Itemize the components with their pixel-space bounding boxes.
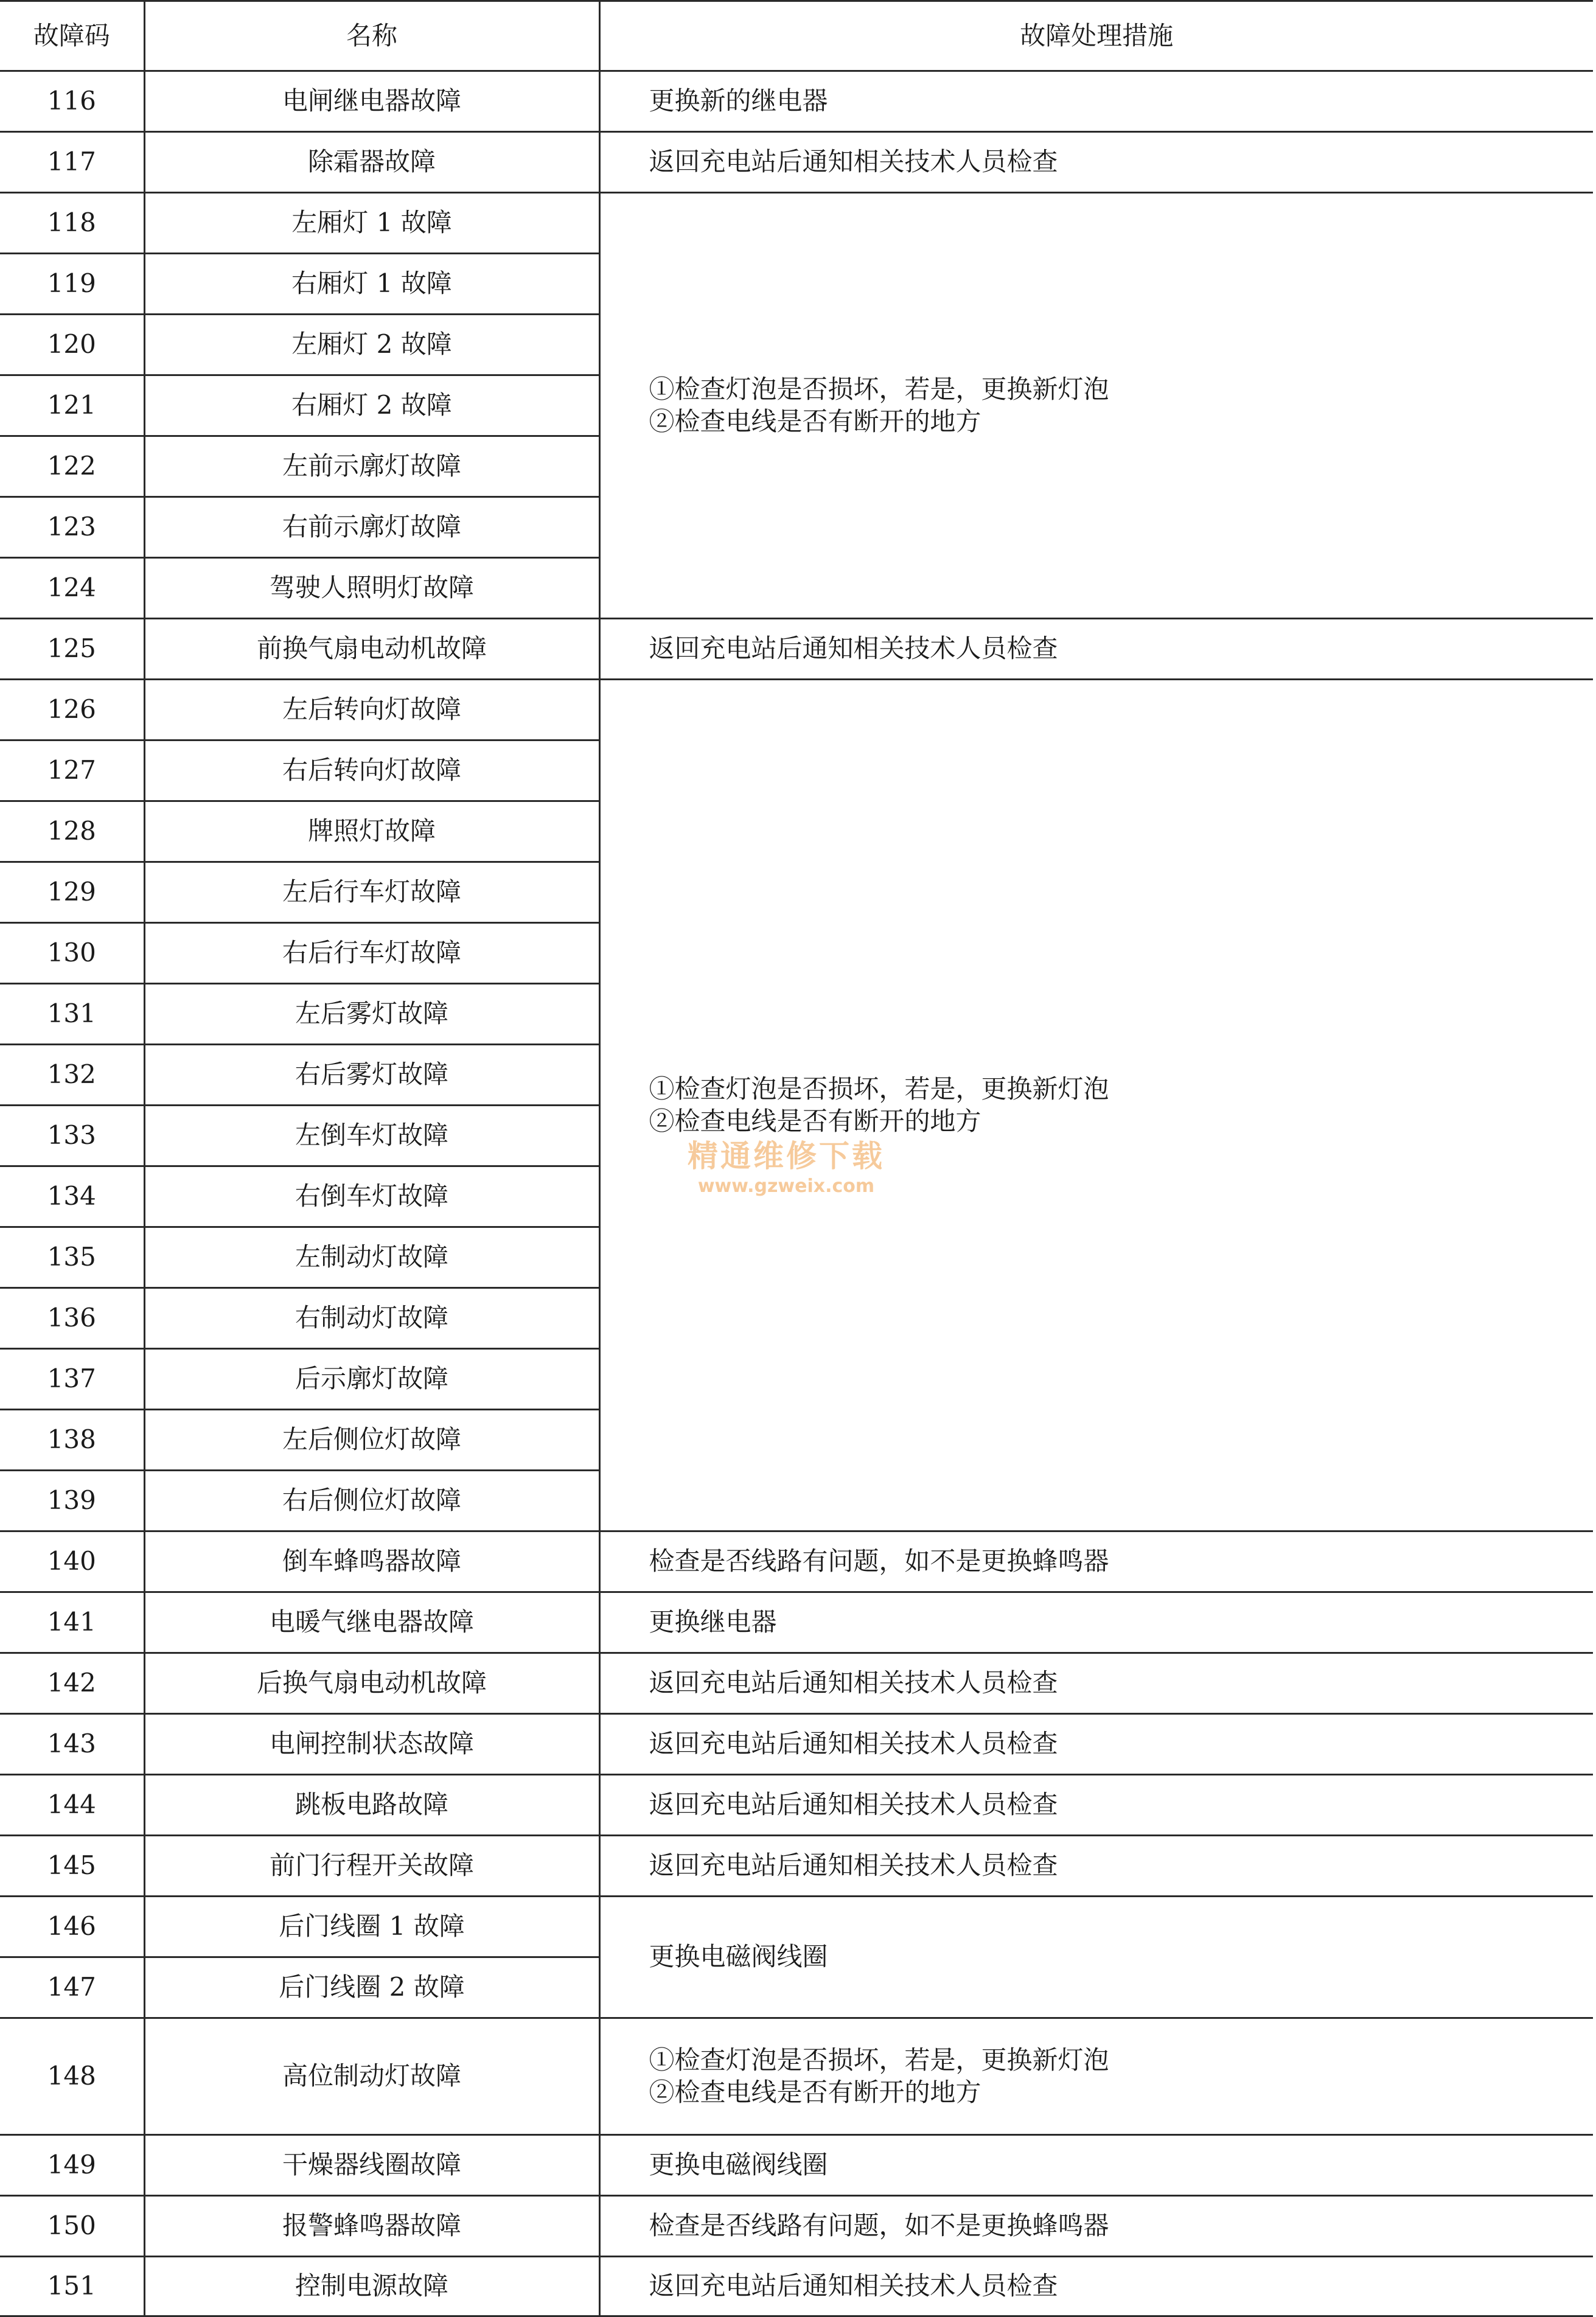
fault-code: 142 (0, 1653, 144, 1714)
fault-code: 147 (0, 1957, 144, 2018)
fault-code: 140 (0, 1531, 144, 1592)
table-row (0, 71, 1593, 132)
fault-code: 137 (0, 1349, 144, 1410)
fault-name: 前门行程开关故障 (144, 1836, 599, 1897)
fault-code: 150 (0, 2196, 144, 2257)
fault-code: 120 (0, 315, 144, 375)
table-row (0, 193, 1593, 254)
fault-name: 控制电源故障 (144, 2257, 599, 2316)
fault-code: 116 (0, 71, 144, 132)
fault-code: 134 (0, 1166, 144, 1227)
fault-code: 130 (0, 923, 144, 984)
fault-action: 返回充电站后通知相关技术人员检查 (599, 132, 1593, 193)
fault-code: 124 (0, 558, 144, 619)
fault-action: 更换继电器 (599, 1592, 1593, 1653)
table-row (0, 2018, 1593, 2135)
fault-code: 128 (0, 801, 144, 862)
fault-code: 135 (0, 1227, 144, 1288)
table-row (0, 132, 1593, 193)
fault-name: 右厢灯 1 故障 (144, 254, 599, 315)
fault-action: 更换新的继电器 (599, 71, 1593, 132)
fault-name: 左制动灯故障 (144, 1227, 599, 1288)
fault-name: 右前示廓灯故障 (144, 497, 599, 558)
fault-name: 后示廓灯故障 (144, 1349, 599, 1410)
table-row (0, 1897, 1593, 1957)
fault-name: 干燥器线圈故障 (144, 2135, 599, 2196)
fault-name: 驾驶人照明灯故障 (144, 558, 599, 619)
fault-code: 141 (0, 1592, 144, 1653)
fault-name: 右制动灯故障 (144, 1288, 599, 1349)
watermark-text: 精通维修下载 (688, 1138, 885, 1174)
fault-name: 后门线圈 2 故障 (144, 1957, 599, 2018)
fault-code: 131 (0, 984, 144, 1045)
fault-name: 前换气扇电动机故障 (144, 619, 599, 680)
table-row (0, 2257, 1593, 2316)
fault-name: 高位制动灯故障 (144, 2018, 599, 2135)
fault-name: 左后行车灯故障 (144, 862, 599, 923)
fault-code: 139 (0, 1471, 144, 1531)
fault-action: ①检查灯泡是否损坏，若是，更换新灯泡 ②检查电线是否有断开的地方 (599, 193, 1593, 619)
fault-code: 143 (0, 1714, 144, 1775)
fault-code: 127 (0, 740, 144, 801)
fault-code: 129 (0, 862, 144, 923)
fault-code: 149 (0, 2135, 144, 2196)
fault-code: 123 (0, 497, 144, 558)
fault-name: 右倒车灯故障 (144, 1166, 599, 1227)
fault-name: 后门线圈 1 故障 (144, 1897, 599, 1957)
fault-action: 返回充电站后通知相关技术人员检查 (599, 1653, 1593, 1714)
fault-name: 左前示廓灯故障 (144, 436, 599, 497)
fault-name: 电暖气继电器故障 (144, 1592, 599, 1653)
table-row (0, 1592, 1593, 1653)
fault-code: 132 (0, 1045, 144, 1106)
fault-action: 返回充电站后通知相关技术人员检查 (599, 2257, 1593, 2316)
fault-code: 118 (0, 193, 144, 254)
fault-name: 报警蜂鸣器故障 (144, 2196, 599, 2257)
fault-code: 144 (0, 1775, 144, 1836)
fault-name: 除霜器故障 (144, 132, 599, 193)
fault-name: 左后雾灯故障 (144, 984, 599, 1045)
fault-code: 146 (0, 1897, 144, 1957)
header-name: 名称 (144, 1, 599, 71)
fault-name: 左厢灯 2 故障 (144, 315, 599, 375)
fault-name: 跳板电路故障 (144, 1775, 599, 1836)
table-row (0, 1775, 1593, 1836)
fault-name: 左厢灯 1 故障 (144, 193, 599, 254)
fault-name: 右后雾灯故障 (144, 1045, 599, 1106)
fault-name: 右后侧位灯故障 (144, 1471, 599, 1531)
watermark-url: www.gzweix.com (697, 1176, 875, 1197)
fault-action: 更换电磁阀线圈 (599, 2135, 1593, 2196)
fault-name: 右后转向灯故障 (144, 740, 599, 801)
fault-code: 119 (0, 254, 144, 315)
fault-code: 126 (0, 680, 144, 740)
fault-code: 151 (0, 2257, 144, 2316)
fault-name: 电闸控制状态故障 (144, 1714, 599, 1775)
table-row (0, 1653, 1593, 1714)
fault-name: 倒车蜂鸣器故障 (144, 1531, 599, 1592)
fault-name: 后换气扇电动机故障 (144, 1653, 599, 1714)
table-row (0, 1714, 1593, 1775)
fault-action: 返回充电站后通知相关技术人员检查 (599, 1775, 1593, 1836)
fault-code: 138 (0, 1410, 144, 1471)
fault-action: 检查是否线路有问题，如不是更换蜂鸣器 (599, 2196, 1593, 2257)
table-row (0, 680, 1593, 740)
fault-action: 返回充电站后通知相关技术人员检查 (599, 1836, 1593, 1897)
fault-action: ①检查灯泡是否损坏，若是，更换新灯泡 ②检查电线是否有断开的地方 (599, 680, 1593, 1531)
fault-code: 133 (0, 1106, 144, 1166)
table-row (0, 2135, 1593, 2196)
fault-code: 125 (0, 619, 144, 680)
table-row (0, 1531, 1593, 1592)
table-row (0, 2196, 1593, 2257)
fault-name: 牌照灯故障 (144, 801, 599, 862)
fault-name: 电闸继电器故障 (144, 71, 599, 132)
fault-code: 117 (0, 132, 144, 193)
fault-action: 更换电磁阀线圈 (599, 1897, 1593, 2018)
fault-name: 右厢灯 2 故障 (144, 375, 599, 436)
fault-action: ①检查灯泡是否损坏，若是，更换新灯泡 ②检查电线是否有断开的地方 (599, 2018, 1593, 2135)
fault-code: 122 (0, 436, 144, 497)
fault-action: 检查是否线路有问题，如不是更换蜂鸣器 (599, 1531, 1593, 1592)
fault-name: 左倒车灯故障 (144, 1106, 599, 1166)
fault-action: 返回充电站后通知相关技术人员检查 (599, 1714, 1593, 1775)
fault-name: 左后转向灯故障 (144, 680, 599, 740)
fault-name: 右后行车灯故障 (144, 923, 599, 984)
table-row (0, 619, 1593, 680)
header-row (0, 1, 1593, 71)
fault-code: 148 (0, 2018, 144, 2135)
header-code: 故障码 (0, 1, 144, 71)
fault-action: 返回充电站后通知相关技术人员检查 (599, 619, 1593, 680)
fault-code: 145 (0, 1836, 144, 1897)
fault-code: 121 (0, 375, 144, 436)
header-action: 故障处理措施 (599, 1, 1593, 71)
table-row (0, 1836, 1593, 1897)
fault-name: 左后侧位灯故障 (144, 1410, 599, 1471)
fault-code: 136 (0, 1288, 144, 1349)
